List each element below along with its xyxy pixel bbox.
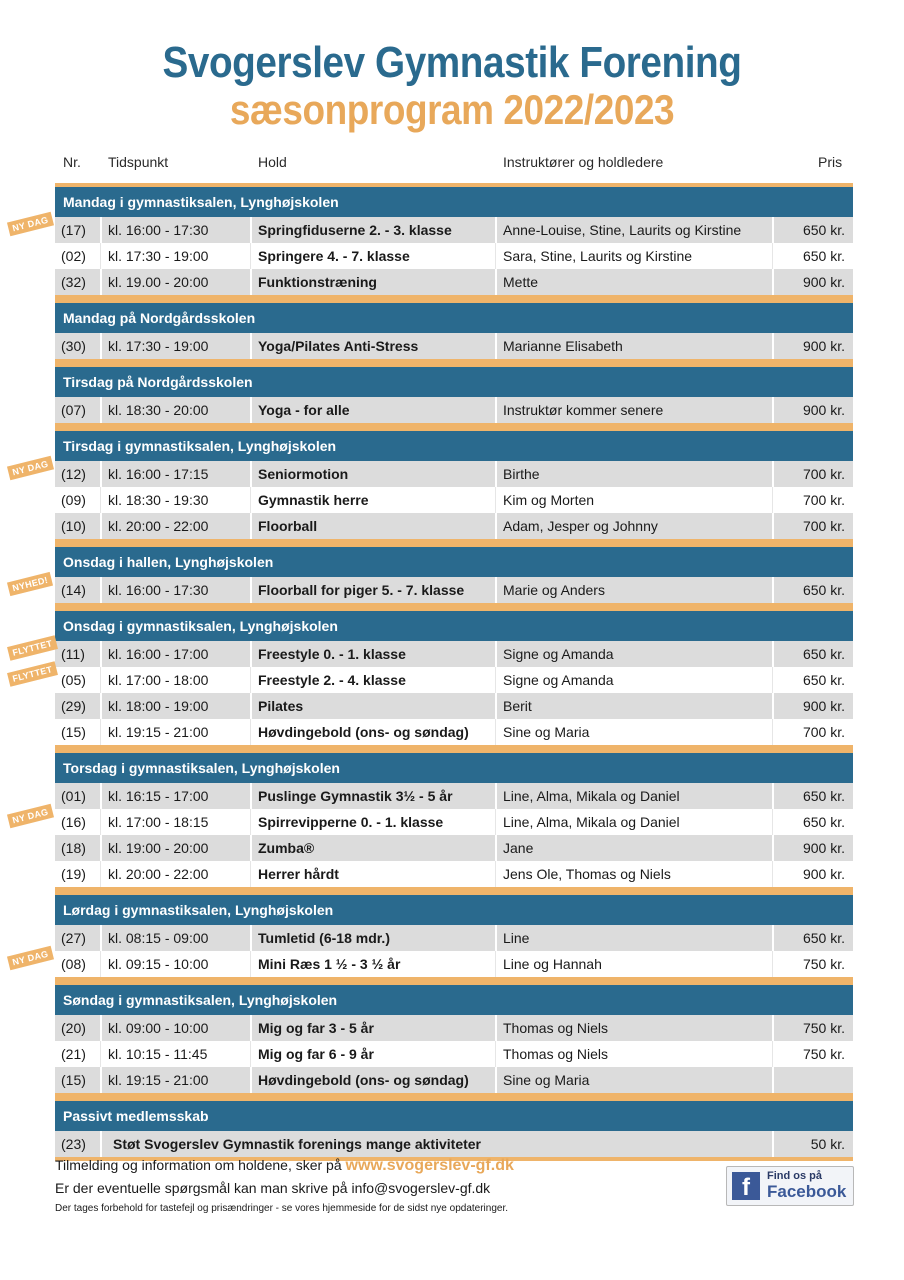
cell-divider [250,487,251,513]
cell-nr: (21) [61,1046,86,1062]
cell-nr: (23) [61,1136,86,1152]
table-row [11,214,853,243]
cell-divider [100,269,102,295]
cell-nr: (11) [61,646,85,662]
cell-divider [495,925,497,951]
table-row [55,243,853,269]
table-row [55,487,853,513]
table-row [55,783,853,809]
cell-nr: (16) [61,814,86,830]
cell-divider [495,693,497,719]
cell-nr: (32) [61,274,86,290]
cell-divider [772,1131,774,1157]
cell-time: kl. 16:00 - 17:30 [108,582,209,598]
cell-time: kl. 16:00 - 17:00 [108,646,209,662]
table-row [55,513,853,543]
cell-nr: (02) [61,248,86,264]
cell-divider [495,513,497,539]
column-header-time: Tidspunkt [108,154,169,170]
cell-divider [495,397,497,423]
cell-divider [495,217,497,243]
cell-instructors: Jane [503,840,534,856]
cell-price: 750 kr. [802,1046,845,1062]
column-header-hold: Hold [258,154,287,170]
cell-hold: Floorball for piger 5. - 7. klasse [258,582,465,598]
section-header: Søndag i gymnastiksalen, Lynghøjskolen [55,981,853,1015]
section-header: Onsdag i gymnastiksalen, Lynghøjskolen [55,607,853,641]
cell-nr: (10) [61,518,86,534]
cell-divider [100,925,102,951]
cell-instructors: Sara, Stine, Laurits og Kirstine [503,248,693,264]
schedule-table [11,183,853,1161]
schedule-section [55,1097,853,1161]
cell-price: 700 kr. [802,492,845,508]
cell-divider [250,397,252,423]
facebook-label: Facebook [767,1182,847,1201]
schedule-section [11,607,853,749]
cell-divider [250,513,252,539]
cell-instructors: Marianne Elisabeth [503,338,623,354]
cell-divider [772,835,774,861]
cell-instructors: Marie og Anders [503,582,605,598]
cell-hold: Seniormotion [258,466,349,482]
cell-divider [495,861,496,887]
schedule-section [55,363,853,427]
cell-divider [100,719,101,745]
table-row [55,719,853,749]
schedule-section [55,981,853,1097]
cell-price: 900 kr. [802,698,845,714]
cell-divider [100,577,102,603]
cell-hold: Freestyle 2. - 4. klasse [258,672,406,688]
cell-price: 650 kr. [802,248,845,264]
cell-divider [100,783,102,809]
cell-divider [250,243,251,269]
cell-divider [495,243,496,269]
cell-hold: Puslinge Gymnastik 3½ - 5 år [258,788,453,804]
cell-divider [772,783,774,809]
cell-divider [772,577,774,603]
cell-price: 650 kr. [802,672,845,688]
schedule-section [11,749,853,891]
section-header: Tirsdag på Nordgårdsskolen [55,363,853,397]
schedule-section [11,543,853,607]
section-header: Onsdag i hallen, Lynghøjskolen [55,543,853,577]
cell-hold: Høvdingebold (ons- og søndag) [258,1072,469,1088]
table-row [11,638,853,667]
cell-divider [100,861,101,887]
cell-price: 750 kr. [802,956,845,972]
cell-divider [495,641,497,667]
cell-hold: Tumletid (6-18 mdr.) [258,930,390,946]
cell-nr: (01) [61,788,86,804]
cell-divider [495,333,497,359]
cell-time: kl. 20:00 - 22:00 [108,518,209,534]
cell-divider [250,1041,251,1067]
cell-divider [100,1131,102,1157]
cell-price: 900 kr. [802,840,845,856]
cell-instructors: Signe og Amanda [503,646,614,662]
cell-price: 700 kr. [802,724,845,740]
cell-price: 50 kr. [810,1136,845,1152]
cell-nr: (27) [61,930,86,946]
cell-time: kl. 18:00 - 19:00 [108,698,209,714]
table-row [55,925,853,951]
cell-price: 650 kr. [802,582,845,598]
table-row [55,835,853,861]
cell-divider [772,487,773,513]
footer-signup-text: Tilmelding og information om holdene, sker på [55,1157,346,1173]
cell-divider [250,1067,252,1093]
cell-time: kl. 09:15 - 10:00 [108,956,209,972]
cell-instructors: Instruktør kommer senere [503,402,664,418]
cell-divider [495,667,496,693]
cell-divider [495,1015,497,1041]
cell-nr: (05) [61,672,86,688]
table-row [11,948,853,981]
cell-divider [772,513,774,539]
cell-hold: Floorball [258,518,318,534]
status-badge: NYHED! [7,572,53,596]
section-header: Passivt medlemsskab [55,1097,853,1131]
cell-hold: Mig og far 6 - 9 år [258,1046,374,1062]
cell-divider [250,693,252,719]
cell-nr: (14) [61,582,86,598]
facebook-icon: f [732,1172,760,1200]
cell-time: kl. 19.00 - 20:00 [108,274,209,290]
schedule-section [11,183,853,299]
cell-time: kl. 18:30 - 20:00 [108,402,209,418]
cell-divider [250,783,252,809]
cell-divider [100,835,102,861]
cell-divider [250,951,251,977]
cell-price: 750 kr. [802,1020,845,1036]
cell-hold: Gymnastik herre [258,492,369,508]
cell-instructors: Line, Alma, Mikala og Daniel [503,814,680,830]
cell-instructors: Berit [503,698,532,714]
cell-instructors: Line, Alma, Mikala og Daniel [503,788,680,804]
cell-time: kl. 16:15 - 17:00 [108,788,209,804]
cell-nr: (30) [61,338,86,354]
cell-divider [772,243,773,269]
cell-instructors: Adam, Jesper og Johnny [503,518,658,534]
cell-divider [495,835,497,861]
cell-divider [772,1041,773,1067]
cell-divider [495,719,496,745]
website-link[interactable]: www.svogerslev-gf.dk [345,1157,514,1174]
footer-contact-line: Er der eventuelle spørgsmål kan man skrive på info@svogerslev-gf.dk [55,1180,491,1196]
cell-divider [250,835,252,861]
cell-instructors: Thomas og Niels [503,1046,609,1062]
cell-hold: Springere 4. - 7. klasse [258,248,410,264]
cell-divider [250,719,251,745]
cell-price: 650 kr. [802,930,845,946]
cell-divider [772,461,774,487]
cell-time: kl. 17:00 - 18:00 [108,672,209,688]
cell-divider [100,667,101,693]
cell-time: kl. 16:00 - 17:15 [108,466,209,482]
section-header: Mandag på Nordgårdsskolen [55,299,853,333]
cell-time: kl. 18:30 - 19:30 [108,492,209,508]
cell-hold: Springfiduserne 2. - 3. klasse [258,222,452,238]
cell-divider [772,217,774,243]
status-badge: NY DAG [7,456,54,480]
cell-divider [772,1067,774,1093]
cell-divider [495,951,496,977]
cell-divider [495,577,497,603]
cell-divider [772,861,773,887]
footer-signup-line [55,1157,514,1175]
section-header: Mandag i gymnastiksalen, Lynghøjskolen [55,183,853,217]
cell-time: kl. 17:30 - 19:00 [108,338,209,354]
cell-nr: (18) [61,840,86,856]
cell-price: 650 kr. [802,788,845,804]
cell-hold: Freestyle 0. - 1. klasse [258,646,406,662]
table-row [55,861,853,891]
cell-divider [772,1015,774,1041]
cell-hold: Zumba® [258,840,315,856]
cell-instructors: Jens Ole, Thomas og Niels [503,866,671,882]
table-row [11,806,853,835]
cell-divider [100,1041,101,1067]
status-badge: NY DAG [7,804,54,828]
cell-divider [772,693,774,719]
table-row [55,397,853,427]
page-title: Svogerslev Gymnastik Forening [162,38,742,87]
cell-divider [100,487,101,513]
cell-divider [495,1067,497,1093]
cell-divider [250,809,251,835]
cell-price: 900 kr. [802,866,845,882]
cell-divider [495,1041,496,1067]
section-header: Tirsdag i gymnastiksalen, Lynghøjskolen [55,427,853,461]
status-badge: FLYTTET [7,635,58,660]
schedule-section [11,891,853,981]
table-row [55,1041,853,1067]
cell-nr: (08) [61,956,86,972]
cell-divider [100,513,102,539]
cell-divider [250,925,252,951]
cell-divider [495,487,496,513]
cell-divider [100,243,101,269]
cell-nr: (20) [61,1020,86,1036]
cell-instructors: Anne-Louise, Stine, Laurits og Kirstine [503,222,742,238]
cell-time: kl. 16:00 - 17:30 [108,222,209,238]
cell-instructors: Kim og Morten [503,492,595,508]
cell-divider [100,641,102,667]
cell-hold: Yoga - for alle [258,402,350,418]
column-header-nr: Nr. [63,154,81,170]
status-badge: FLYTTET [7,661,58,686]
cell-nr: (19) [61,866,86,882]
schedule-section [11,427,853,543]
cell-instructors: Sine og Maria [503,724,590,740]
cell-time: kl. 10:15 - 11:45 [108,1046,208,1062]
status-badge: NY DAG [7,946,54,970]
cell-hold: Støt Svogerslev Gymnastik forenings mange aktiviteter [113,1136,482,1152]
cell-hold: Høvdingebold (ons- og søndag) [258,724,469,740]
column-header-instructors: Instruktører og holdledere [503,154,664,170]
cell-divider [495,809,496,835]
cell-price: 900 kr. [802,274,845,290]
cell-time: kl. 17:30 - 19:00 [108,248,209,264]
cell-divider [100,951,101,977]
cell-instructors: Line [503,930,530,946]
cell-divider [250,217,252,243]
cell-divider [100,693,102,719]
cell-time: kl. 20:00 - 22:00 [108,866,209,882]
cell-instructors: Sine og Maria [503,1072,590,1088]
status-badge: NY DAG [7,212,54,236]
cell-divider [100,333,102,359]
table-row [55,333,853,363]
cell-price: 700 kr. [802,466,845,482]
cell-hold: Yoga/Pilates Anti-Stress [258,338,419,354]
cell-price: 700 kr. [802,518,845,534]
cell-divider [250,577,252,603]
cell-nr: (15) [61,1072,86,1088]
cell-divider [772,333,774,359]
cell-hold: Mini Ræs 1 ½ - 3 ½ år [258,956,401,972]
cell-time: kl. 09:00 - 10:00 [108,1020,209,1036]
cell-instructors: Signe og Amanda [503,672,614,688]
table-row [55,269,853,299]
table-row [11,664,853,693]
table-row [55,693,853,719]
cell-divider [250,1015,252,1041]
cell-nr: (09) [61,492,86,508]
column-header-price: Pris [818,154,843,170]
cell-divider [772,809,773,835]
cell-time: kl. 08:15 - 09:00 [108,930,209,946]
schedule-section [55,299,853,363]
cell-time: kl. 17:00 - 18:15 [108,814,209,830]
cell-hold: Funktionstræning [258,274,377,290]
table-row [55,1067,853,1097]
cell-time: kl. 19:15 - 21:00 [108,724,209,740]
cell-divider [250,269,252,295]
cell-divider [772,397,774,423]
cell-divider [772,269,774,295]
cell-price: 650 kr. [802,222,845,238]
cell-divider [100,397,102,423]
cell-nr: (17) [61,222,86,238]
footer-disclaimer: Der tages forbehold for tastefejl og prisændringer - se vores hjemmeside for de sidst nye opdateringer. [55,1203,509,1214]
cell-hold: Mig og far 3 - 5 år [258,1020,374,1036]
facebook-button[interactable] [726,1166,854,1206]
table-row [55,1015,853,1041]
cell-divider [100,809,101,835]
cell-divider [772,951,773,977]
cell-divider [100,217,102,243]
facebook-find-label: Find os på [767,1170,822,1182]
section-header: Lørdag i gymnastiksalen, Lynghøjskolen [55,891,853,925]
cell-divider [250,333,252,359]
cell-price: 650 kr. [802,646,845,662]
cell-price: 900 kr. [802,338,845,354]
cell-hold: Spirrevipperne 0. - 1. klasse [258,814,444,830]
cell-price: 650 kr. [802,814,845,830]
section-header: Torsdag i gymnastiksalen, Lynghøjskolen [55,749,853,783]
cell-divider [250,641,252,667]
cell-divider [100,1067,102,1093]
cell-divider [495,269,497,295]
cell-nr: (29) [61,698,86,714]
cell-divider [495,461,497,487]
page-subtitle: sæsonprogram 2022/2023 [229,86,675,133]
cell-divider [100,1015,102,1041]
cell-divider [772,719,773,745]
cell-time: kl. 19:15 - 21:00 [108,1072,209,1088]
cell-divider [250,861,251,887]
cell-divider [772,925,774,951]
table-row [11,458,853,487]
cell-instructors: Thomas og Niels [503,1020,609,1036]
cell-nr: (12) [61,466,86,482]
cell-divider [772,667,773,693]
cell-nr: (07) [61,402,86,418]
cell-divider [250,667,251,693]
cell-divider [772,641,774,667]
cell-time: kl. 19:00 - 20:00 [108,840,209,856]
table-row [11,574,853,607]
cell-divider [495,783,497,809]
cell-divider [100,461,102,487]
cell-hold: Herrer hårdt [258,866,339,882]
cell-instructors: Mette [503,274,539,290]
cell-price: 900 kr. [802,402,845,418]
cell-divider [250,461,252,487]
cell-hold: Pilates [258,698,304,714]
cell-nr: (15) [61,724,86,740]
cell-instructors: Birthe [503,466,540,482]
cell-instructors: Line og Hannah [503,956,602,972]
